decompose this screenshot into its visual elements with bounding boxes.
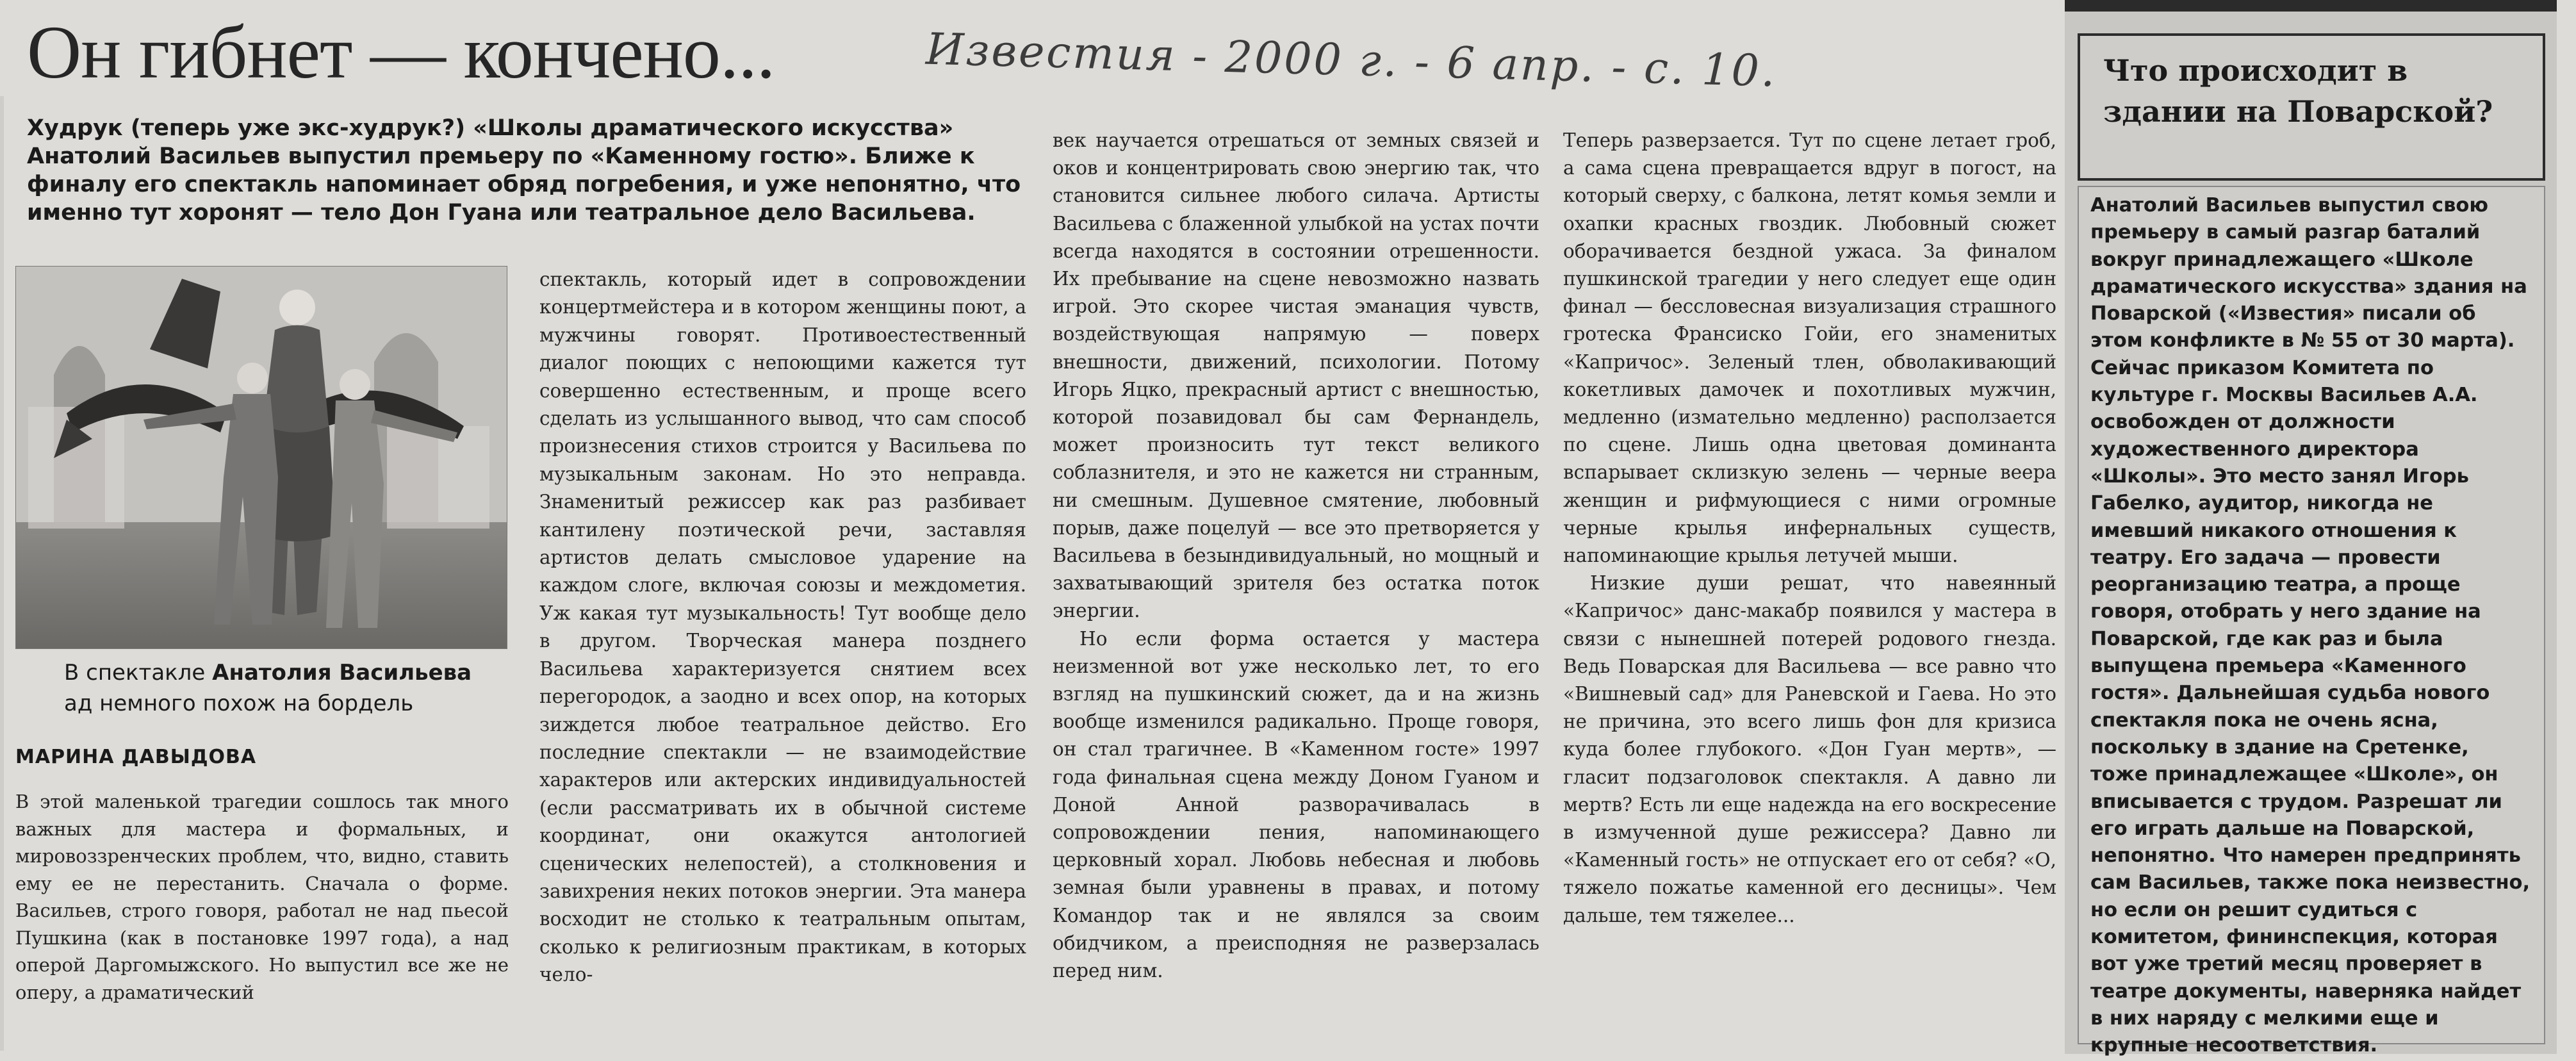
left-margin-line	[0, 96, 4, 1051]
article-lead: Худрук (теперь уже экс-худрук?) «Школы драматического искусства» Анатолий Васильев выпустил премьеру по «Каменному гостю». Ближе к финалу его спектакль напоминает обряд погребения, и уже непонятно, что именно тут хоронят — тело Дон Гуана или театральное дело Васильева.	[27, 115, 1021, 226]
caption-name: Анатолия Васильева	[212, 660, 472, 686]
text-column-3	[1053, 127, 1539, 1044]
column-2-paragraph-1: спектакль, который идет в сопровождении концертмейстера и в котором женщины поют, а мужчины говорят. Противоестественный диалог поющих с непоющими кажется тут совершенно естественным, и проще всего сделать из услышанного вывод, что сам способ произнесения стихов строится у Васильева по музыкальным законам. Но это неправда. Знаменитый режиссер как раз разбивает кантилену поэтической речи, заставляя артистов делать смысловое ударение на каждом слоге, включая союзы и междометия. Уж какая тут музыкальность! Тут вообще дело в другом. Творческая манера позднего Васильева характеризуется снятием всех перегородок, а заодно и всех опор, на которых зиждется любое театральное действо. Его последние спектакли — не взаимодействие характеров или актерских индивидуальностей (если рассматривать их в обычной системе координат, они окажутся антологией сценических нелепостей), а столкновения и завихрения неких потоков энергии. Эта манера восходит не столько к театральным опытам, сколько к религиозным практикам, в которых чело-	[539, 268, 1026, 986]
sidebar-box	[2065, 0, 2557, 1057]
sidebar-title-box	[2078, 33, 2545, 181]
column-3-paragraph-2: Но если форма остается у мастера неизменной вот уже несколько лет, то его взгляд на пушкинский сюжет, да и на жизнь вообще изменился радикально. Проще говоря, он стал трагичнее. В «Каменном госте» 1997 года финальная сцена между Доном Гуаном и Доной Анной разворачивалась в сопровождении пения, напоминающего церковный хорал. Любовь небесная и любовь земная были уравнены в правах, и потому Командор так и не являлся за своим обидчиком, а преисподняя не разверзалась перед ним.	[1053, 627, 1539, 982]
column-3-paragraph-1: век научается отрешаться от земных связей и оков и концентрировать свою энергию так, что становится сильнее любого силача. Артисты Васильева с блаженной улыбкой на устах почти всегда находятся в состоянии отрешенности. Их пребывание на сцене невозможно назвать игрой. Это скорее чистая эманация чувств, воздействующая напрямую — поверх внешности, движений, психологии. Потому Игорь Яцко, прекрасный артист с внешностью, которой позавидовал бы сам Фернандель, может произносить тут текст великого соблазнителя, и это не кажется ни странным, ни смешным. Душевное смятение, любовный порыв, даже поцелуй — все это претворяется у Васильева в безындивидуальный, но мощный и захватывающий зрителя без остатка поток энергии.	[1053, 129, 1539, 622]
scene-photo-image	[15, 266, 507, 649]
sidebar-body	[2078, 186, 2545, 1057]
text-column-2	[539, 266, 1026, 1044]
article-headline: Он гибнет — кончено...	[27, 10, 775, 94]
caption-prefix: В спектакле	[64, 660, 213, 686]
handwritten-source-note: Известия - 2000 г. - 6 апр. - с. 10.	[925, 24, 1778, 97]
article-byline: МАРИНА ДАВЫДОВА	[15, 746, 257, 768]
scene-photo	[15, 266, 507, 649]
sidebar-title: Что происходит в здании на Поварской?	[2103, 53, 2493, 129]
column-4-paragraph-2: Низкие души решат, что навеянный «Капричос» данс-макабр появился у мастера в связи с нынешней потерей родового гнезда. Ведь Поварская для Васильева — все равно что «Вишневый сад» для Раневской и Гаева. Но это не причина, это всего лишь фон для кризиса куда более глубокого. «Дон Гуан мертв», — гласит подзаголовок спектакля. А давно ли мертв? Есть ли еще надежда на его воскресение в измученной душе режиссера? Давно ли «Каменный гость» не отпускает его от себя? «О, тяжело пожатье каменной его десницы». Чем дальше, тем тяжелее...	[1563, 572, 2056, 926]
column-4-paragraph-1: Теперь разверзается. Тут по сцене летает гроб, а сама сцена превращается вдруг в погост, на который сверху, с балкона, летят комья земли и охапки красных гвоздик. Любовный сюжет оборачивается бездной ужаса. За финалом пушкинской трагедии у него следует еще один финал — бессловесная визуализация страшного гротеска Франсиско Гойи, его знаменитых «Капричос». Зеленый тлен, обволакивающий кокетливых дамочек и похотливых мужчин, медленно (измательно медленно) расползается по сцене. Лишь одна цветовая доминанта вспарывает склизкую зелень — черные веера женщин и рифмующиеся с ними огромные черные крылья инфернальных существ, напоминающие крылья летучей мыши.	[1563, 129, 2056, 567]
caption-suffix: ад немного похож на бордель	[64, 691, 414, 716]
column-1-paragraph-1: В этой маленькой трагедии сошлось так много важных для мастера и формальных, и мировоззренческих проблем, что, видно, ставить ему ее не перестанить. Сначала о форме. Васильев, строго говоря, работал не над пьесой Пушкина (как в постановке 1997 года), а над оперой Даргомыжского. Но выпустил все же не оперу, а драматический	[15, 791, 509, 1003]
sidebar-text: Анатолий Васильев выпустил свою премьеру в самый разгар баталий вокруг принадлежащего «Школе драматического искусства» здания на Поварской («Известия» писали об этом конфликте в № 55 от 30 марта). Сейчас приказом Комитета по культуре г. Москвы Васильев А.А. освобожден от должности художественного директора «Школы». Это место занял Игорь Габелко, аудитор, никогда не имевший никакого отношения к театру. Его задача — провести реорганизацию театра, а проще говоря, отобрать у него здание на Поварской, где как раз и была выпущена премьера «Каменного гостя». Дальнейшая судьба нового спектакля пока не очень ясна, поскольку в здание на Сретенке, тоже принадлежащее «Школе», он вписывается с трудом. Разрешат ли его играть дальше на Поварской, непонятно. Что намерен предпринять сам Васильев, также пока неизвестно, но если он решит судиться с комитетом, фининспекция, которая вот уже третий месяц проверяет в театре документы, наверняка найдет в них наряду с мелкими еще и крупные несоответствия.	[2090, 194, 2531, 1057]
photo-caption	[64, 657, 513, 719]
text-column-4	[1563, 127, 2056, 1044]
sidebar-top-rule	[2065, 0, 2557, 12]
text-column-1	[15, 788, 509, 1044]
